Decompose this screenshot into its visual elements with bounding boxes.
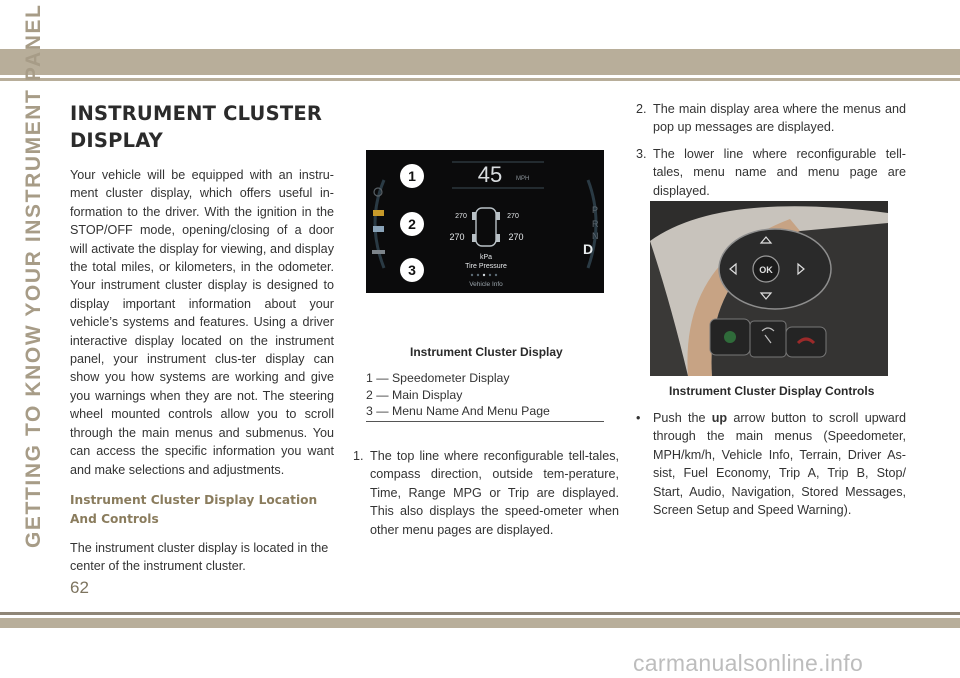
pressure-unit: kPa <box>479 254 493 261</box>
steering-controls-figure <box>650 201 888 376</box>
tire-rr <box>496 234 500 242</box>
sidebar-section-title: GETTING TO KNOW YOUR INSTRUMENT PANEL <box>22 3 45 548</box>
steering-svg <box>650 201 888 376</box>
bullet-prefix: Push the <box>653 411 712 425</box>
list-item-number: 3. <box>636 146 647 161</box>
page-dot <box>495 274 497 276</box>
list-item <box>636 409 906 519</box>
subsection-title: Instrument Cluster Display Location And Controls <box>70 492 318 526</box>
status-icon <box>372 250 385 254</box>
vehicle-icon <box>373 226 384 232</box>
page-dot <box>477 274 479 276</box>
phone-icon <box>724 331 736 343</box>
list-item-text: The main display area where the menus and pop up messages are displayed. <box>653 102 906 135</box>
list-item <box>353 447 619 539</box>
callout-1-number: 1 <box>408 168 416 184</box>
figure1-caption: Instrument Cluster Display <box>410 345 563 359</box>
tire-rl <box>472 234 476 242</box>
speed-unit: MPH <box>516 176 530 182</box>
warning-icon <box>373 210 384 216</box>
list-item <box>636 100 906 137</box>
header-band-thin <box>0 78 960 81</box>
legend-item-1: 1 — Speedometer Display <box>366 371 510 385</box>
vehicle-outline-icon <box>476 208 496 246</box>
left-column <box>70 100 334 576</box>
page-dot <box>471 274 473 276</box>
tire-fl <box>472 212 476 220</box>
bullet-item <box>636 409 906 519</box>
menu-page: Vehicle Info <box>469 281 503 288</box>
menu-name: Tire Pressure <box>465 263 507 270</box>
location-paragraph: The instrument cluster display is located in the center of the instrument cluster. <box>70 540 329 574</box>
cluster-svg <box>366 150 604 293</box>
tire-pressure-fr: 270 <box>507 213 519 220</box>
list-item-text: The top line where reconfigurable tell-tales, compass direction, outside tem-perature, Time, Range MPG or Trip are displayed. This also displays the speed-ometer when other menu pages are displayed. <box>370 449 619 537</box>
gear-d: D <box>583 241 594 257</box>
page-dot <box>489 274 491 276</box>
list-item-text: The lower line where reconfigurable tell-tales, menu name and menu page are displayed. <box>653 146 906 198</box>
section-title <box>70 100 334 154</box>
figure2-caption: Instrument Cluster Display Controls <box>669 384 875 398</box>
bullet-bold: up <box>711 411 728 425</box>
section-title-line2: DISPLAY <box>70 129 163 152</box>
ok-label: OK <box>759 265 773 275</box>
gear-n: N <box>592 231 599 241</box>
list-item-number: 1. <box>353 449 364 463</box>
speed-value: 45 <box>477 162 503 187</box>
legend-item-3: 3 — Menu Name And Menu Page <box>366 404 550 418</box>
section-title-line1: INSTRUMENT CLUSTER <box>70 102 323 125</box>
header-band <box>0 49 960 75</box>
legend-rule <box>366 421 604 422</box>
intro-paragraph: Your vehicle will be equipped with an instru-ment cluster display, which offers useful in-formation to the driver. With the ignition in the STOP/OFF mode, opening/closing of a door will activate the display for viewing, and display the total miles, or kilometers, in the odometer. Your instrument cluster display is designed to display important information about your vehicle’s systems and features. Using a driver interactive display located on the instrument panel, your instrument clus-ter display can show you how systems are working and give you warnings when they are not. The steering wheel mounted controls allow you to scroll through the main menus and submenus. You can access the specific information you want and make selections and adjustments. <box>70 168 334 477</box>
bullet-marker: • <box>636 411 641 425</box>
right-column <box>636 100 906 200</box>
instrument-cluster-figure <box>366 150 604 293</box>
tire-pressure-rl: 270 <box>449 232 465 242</box>
tire-fr <box>496 212 500 220</box>
footer-band <box>0 618 960 628</box>
list-item <box>636 145 906 200</box>
gear-p: P <box>592 205 599 215</box>
page-number: 62 <box>70 578 89 597</box>
callout-2-number: 2 <box>408 216 416 232</box>
numbered-list-col2 <box>353 447 619 539</box>
legend-item-2: 2 — Main Display <box>366 387 463 402</box>
gear-r: R <box>592 219 599 229</box>
bullet-suffix: arrow button to scroll upward through the main menus (Speedometer, MPH/km/h, Vehicle Info, Terrain, Driver As-sist, Fuel Economy, Trip A, Trip B, Stop/ Start, Audio, Navigation, Stored Messages, Screen Setup and Speed Warning). <box>653 411 906 518</box>
tire-pressure-fl: 270 <box>455 213 467 220</box>
tire-pressure-rr: 270 <box>508 232 524 242</box>
page-dot-active <box>483 274 485 276</box>
list-item-number: 2. <box>636 102 647 116</box>
footer-band-thin <box>0 612 960 615</box>
watermark: carmanualsonline.info <box>633 650 864 676</box>
end-call-button <box>786 327 826 357</box>
figure1-legend <box>366 370 550 420</box>
left-gauge-arc <box>375 180 384 268</box>
callout-3-number: 3 <box>408 262 416 278</box>
